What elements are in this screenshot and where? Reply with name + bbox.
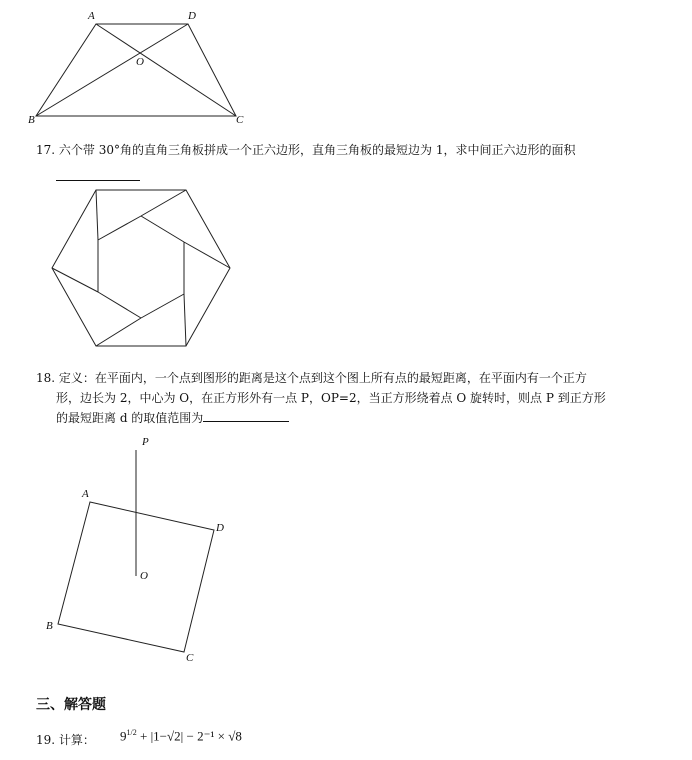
- point-label-c: C: [236, 114, 244, 126]
- question-label: 计算：: [58, 733, 95, 747]
- point-label-a: A: [88, 10, 95, 22]
- expr-root: √8: [228, 728, 242, 744]
- section-heading: 三、解答题: [36, 697, 106, 713]
- expr-base: 9: [120, 728, 127, 744]
- math-expression: $9^{1/2} + |1-√2| - 2^{-1} \times √8$: [120, 728, 242, 744]
- question-18-line-2: 形，边长为 2，中心为 O，在正方形外有一点 P，OP=2，当正方形绕着点 O 旋转时，则点 P 到正方形: [56, 391, 606, 405]
- point-label-d: D: [216, 522, 224, 534]
- question-text-3: 的最短距离 d 的取值范围为: [56, 411, 204, 425]
- question-number: 17.: [36, 143, 56, 157]
- question-number: 18.: [36, 371, 56, 385]
- question-text: 六个带 30°角的直角三角板拼成一个正六边形，直角三角板的最短边为 1，求中间正六边形的面积: [58, 143, 576, 157]
- point-label-o: O: [136, 56, 144, 68]
- question-number: 19.: [36, 733, 56, 747]
- expr-times: ×: [217, 728, 225, 744]
- point-label-c: C: [186, 652, 194, 664]
- point-label-b: B: [46, 620, 53, 632]
- expr-exponent: 1/2: [126, 728, 137, 737]
- expr-power: 2⁻¹: [197, 728, 215, 744]
- expr-abs: |1−√2|: [150, 728, 184, 744]
- question-19: [36, 730, 95, 750]
- question-text-1: 定义：在平面内，一个点到图形的距离是这个点到这个图上所有点的最短距离，在平面内有一个正方: [58, 371, 587, 385]
- point-label-o: O: [140, 570, 148, 582]
- point-label-p: P: [142, 436, 149, 448]
- point-label-a: A: [82, 488, 89, 500]
- point-label-b: B: [28, 114, 35, 126]
- point-label-d: D: [188, 10, 196, 22]
